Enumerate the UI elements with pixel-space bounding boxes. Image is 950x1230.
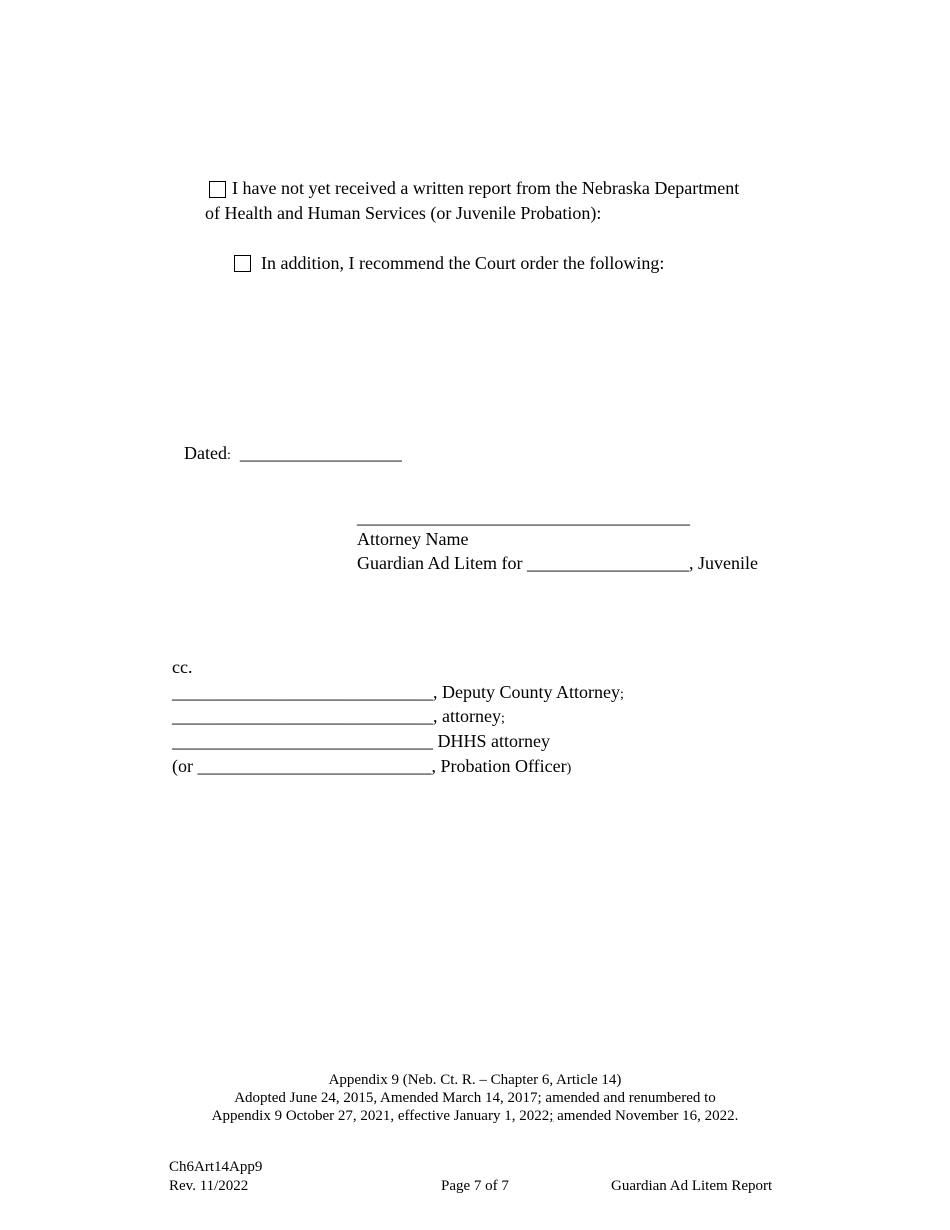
dated-colon: : <box>226 448 231 463</box>
gal-suffix: , Juvenile <box>688 553 758 573</box>
report-not-received-checkbox[interactable] <box>209 181 226 198</box>
cc-role: DHHS attorney <box>433 731 550 751</box>
cc-role: , Probation Officer <box>431 756 567 776</box>
appendix-line-3b: amended November 16, 2022. <box>553 1108 739 1124</box>
dated-line <box>184 443 402 466</box>
additional-recommendation-label: In addition, I recommend the Court order the following: <box>261 253 665 273</box>
gal-juvenile-blank[interactable]: __________________ <box>526 553 689 573</box>
signature-line[interactable]: _____________________________________ <box>357 507 690 527</box>
guardian-ad-litem-line <box>357 553 758 573</box>
appendix-line-3a: Appendix 9 October 27, 2021, effective January 1, 2022 <box>211 1108 550 1124</box>
gal-prefix: Guardian Ad Litem for <box>357 553 523 573</box>
appendix-line-2: Adopted June 24, 2015, Amended March 14, 2017; amended and renumbered to <box>234 1090 716 1106</box>
cc-label: cc. <box>172 657 193 677</box>
appendix-line-1: Appendix 9 (Neb. Ct. R. – Chapter 6, Article 14) <box>328 1072 622 1088</box>
cc-blank[interactable]: __________________________ <box>197 756 432 776</box>
page-number: Page 7 of 7 <box>441 1178 509 1194</box>
revision-date: Rev. 11/2022 <box>169 1178 249 1194</box>
footer-title: Guardian Ad Litem Report <box>611 1178 773 1194</box>
cc-row-deputy-county-attorney <box>172 682 624 705</box>
cc-end: ; <box>500 711 505 726</box>
doc-code: Ch6Art14App9 <box>169 1159 263 1175</box>
dated-blank[interactable]: __________________ <box>239 443 402 463</box>
appendix-line-3 <box>0 1107 950 1125</box>
cc-blank[interactable]: _____________________________ <box>172 706 433 726</box>
cc-row-probation-officer <box>172 756 571 779</box>
dated-label: Dated <box>184 443 227 463</box>
report-not-received-line1: I have not yet received a written report from the Nebraska Department <box>232 178 740 198</box>
report-not-received-line2: of Health and Human Services (or Juvenile Probation): <box>205 203 602 223</box>
cc-blank[interactable]: _____________________________ <box>172 731 433 751</box>
cc-end: ) <box>566 761 572 776</box>
appendix-line-3-semicolon: ; <box>549 1108 554 1124</box>
additional-recommendation-checkbox[interactable] <box>234 255 251 272</box>
cc-role: , attorney <box>433 706 501 726</box>
cc-blank[interactable]: _____________________________ <box>172 682 433 702</box>
cc-role: , Deputy County Attorney <box>433 682 620 702</box>
cc-prefix: (or <box>172 756 198 776</box>
cc-end: ; <box>620 687 624 702</box>
cc-row-dhhs-attorney <box>172 731 550 751</box>
attorney-name-label: Attorney Name <box>357 529 469 549</box>
cc-row-attorney <box>172 706 505 729</box>
